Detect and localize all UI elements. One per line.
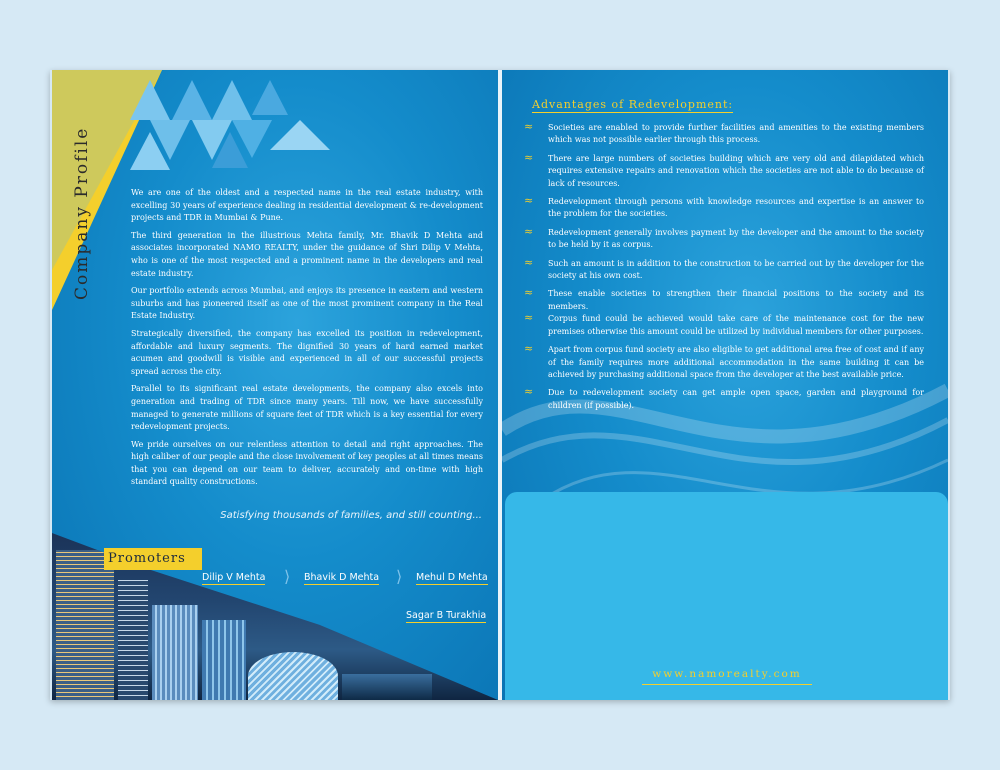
advantage-text: Apart from corpus fund society are also eligible to get additional area free of cost and if any of the family requires more additional accommodation in the same building it can be achieved by purchasing additional space from the developer at the best available price. (548, 345, 924, 379)
building (152, 605, 198, 700)
triangle-pattern (130, 132, 170, 170)
advantage-text: Such an amount is in addition to the construction to be carried out by the developer for the society at his own cost. (548, 258, 924, 281)
wave-bullet-icon: ≈ (524, 194, 534, 208)
profile-paragraph: Our portfolio extends across Mumbai, and enjoys its presence in eastern and western suburbs and has pioneered itself as one of the most prominent company in the Real Estate Industry. (131, 286, 483, 321)
list-item (524, 150, 924, 190)
building (56, 550, 114, 700)
profile-paragraph: Parallel to its significant real estate developments, the company also excels into generation and trading of TDR since many years. Till now, we have successfully managed to generate millions of square feet of TDR which is a key essential for every redevelopment projects. (131, 384, 483, 432)
building (342, 674, 432, 700)
triangle-pattern (130, 80, 170, 120)
list-item (524, 387, 924, 412)
profile-paragraph: Strategically diversified, the company has excelled its position in redevelopment, affordable and luxury segments. The dignified 30 years of hard earned market acumen and goodwill is visible and experienced in all of our successful projects spread across the city. (131, 328, 483, 376)
left-page (52, 70, 498, 700)
wave-bullet-icon: ≈ (524, 224, 534, 238)
advantage-text: These enable societies to strengthen their financial positions to the society and its members. (548, 289, 924, 311)
list-item (524, 196, 924, 221)
wave-bullet-icon: ≈ (524, 311, 534, 325)
website-underline (642, 684, 812, 685)
advantage-text: Redevelopment generally involves payment by the developer and the amount to the society to be held by it as corpus. (548, 227, 924, 250)
list-item (524, 288, 924, 313)
promoters-title: Promoters (104, 548, 202, 570)
promoter-name: Sagar B Turakhia (406, 610, 487, 621)
company-profile-text (131, 187, 483, 494)
building (202, 620, 246, 700)
wave-bullet-icon: ≈ (524, 286, 534, 300)
advantage-text: Corpus fund could be achieved would take care of the maintenance cost for the new premises otherwise this amount could be utilized by individual members for other purposes. (548, 314, 924, 336)
wave-bullet-icon: ≈ (524, 255, 534, 269)
list-item (524, 255, 924, 283)
promoter-name: Bhavik D Mehta (304, 572, 380, 583)
profile-paragraph: The third generation in the illustrious Mehta family, Mr. Bhavik D Mehta and associates incorporated NAMO REALTY, under the guidance of Shri Dilip V Mehta, who is one of the most respected and a prominent name in the developers and real estate industry. (131, 230, 483, 278)
advantage-text: There are large numbers of societies building which are very old and dilapidated which requires extensive repairs and renovation which the societies are not able to do because of lack of resources. (548, 153, 924, 188)
triangle-pattern (212, 80, 252, 120)
list-item (524, 122, 924, 147)
building (118, 580, 148, 700)
wave-bullet-icon: ≈ (524, 120, 534, 133)
separator-icon: ⟩ (396, 567, 403, 586)
separator-icon: ⟩ (284, 567, 291, 586)
advantages-list (524, 122, 924, 418)
wave-bullet-icon: ≈ (524, 385, 534, 399)
triangle-pattern (172, 80, 212, 120)
list-item (524, 224, 924, 252)
promoter-name: Dilip V Mehta (202, 572, 266, 583)
building (248, 652, 338, 700)
list-item (524, 313, 924, 338)
profile-paragraph: We are one of the oldest and a respected name in the real estate industry, with excelling 30 years of experience dealing in residential development & re-development projects and TDR in Mumbai & Pune. (131, 188, 483, 223)
tagline: Satisfying thousands of families, and still counting... (220, 510, 482, 521)
wave-bullet-icon: ≈ (524, 150, 534, 164)
advantage-text: Redevelopment through persons with knowledge resources and expertise is an answer to the problem for the societies. (548, 197, 924, 219)
promoter-name: Mehul D Mehta (416, 572, 488, 583)
company-profile-title: Company Profile (72, 126, 92, 300)
triangle-pattern (212, 132, 248, 168)
right-page (502, 70, 948, 700)
advantages-title: Advantages of Redevelopment: (532, 98, 734, 111)
triangle-pattern (270, 120, 330, 150)
website-link[interactable]: www.namorealty.com (652, 668, 802, 680)
profile-paragraph: We pride ourselves on our relentless attention to detail and right approaches. The high caliber of our people and the close involvement of key peoples at all times means that you can depend on our team to deliver, accurately and on-time with high standard quality constructions. (131, 439, 483, 487)
triangle-pattern (252, 80, 288, 115)
advantage-text: Societies are enabled to provide further facilities and amenities to the existing members which was not possible earlier through this process. (548, 123, 924, 145)
advantage-text: Due to redevelopment society can get ample open space, garden and playground for children (if possible). (548, 388, 924, 410)
list-item (524, 344, 924, 381)
wave-bullet-icon: ≈ (524, 342, 534, 356)
